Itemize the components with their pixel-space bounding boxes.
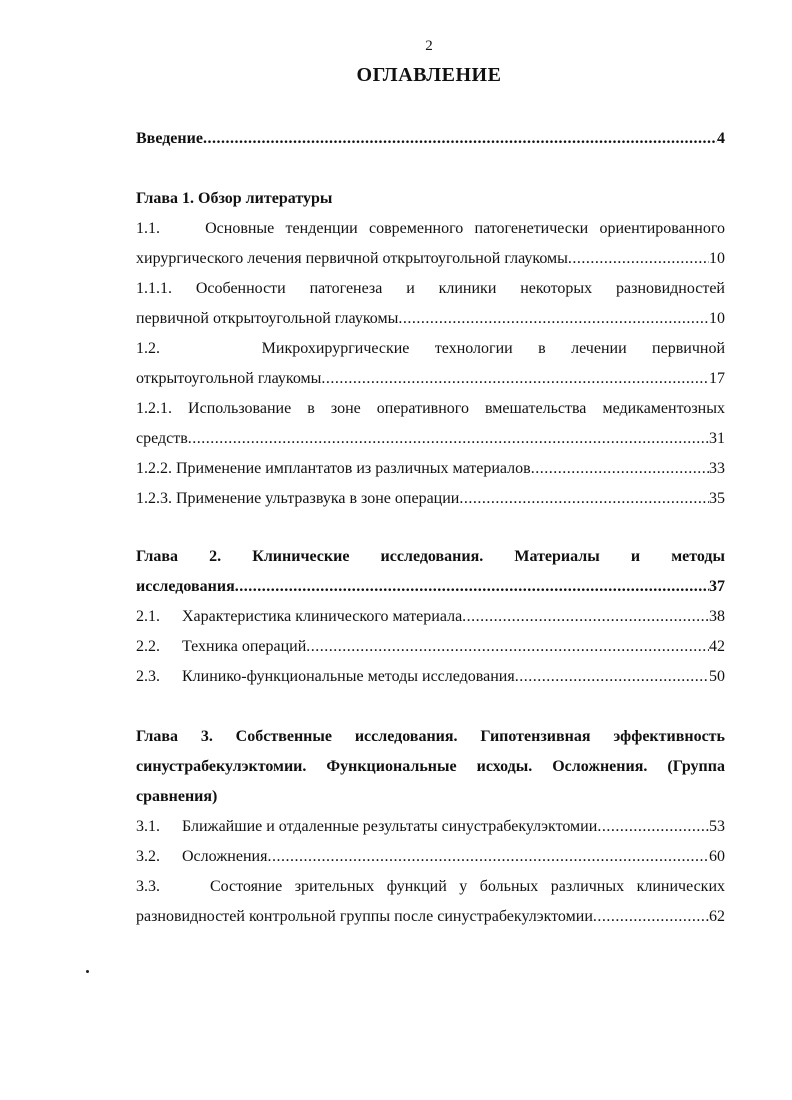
toc-entry-page: 31 <box>709 430 725 447</box>
toc-entry-1-1-cont: хирургического лечения первичной открытоугольной глаукомы ..... 10 <box>136 244 725 274</box>
section-number: 3.2. <box>136 848 160 865</box>
toc-entry-3-2: 3.2. Осложнения ..... 60 <box>136 842 725 872</box>
chapter-heading-cont: синустрабекулэктомии. Функциональные исходы. Осложнения. (Группа <box>136 758 725 775</box>
toc-entry-page: 33 <box>709 460 725 477</box>
toc-entry-1-2-1-cont: средств ..... 31 <box>136 424 725 454</box>
toc-entry-page: 60 <box>709 848 725 865</box>
toc-entry-1-2-2: 1.2.2. Применение имплантатов из различных материалов ..... 33 <box>136 454 725 484</box>
section-number: 2.3. <box>136 668 160 685</box>
toc-entry-page: 42 <box>709 638 725 655</box>
toc-entry-1-1-1: 1.1.1. Особенности патогенеза и клиники некоторых разновидностей <box>136 280 725 297</box>
section-number: 3.3. <box>136 878 160 895</box>
toc-entry-3-3-cont: разновидностей контрольной группы после синустрабекулэктомии ..... 62 <box>136 902 725 932</box>
toc-entry-page: 38 <box>709 608 725 625</box>
toc-entry-page: 50 <box>709 668 725 685</box>
chapter-heading-cont: исследования ..... 37 <box>136 572 725 602</box>
section-number: 3.1. <box>136 818 160 835</box>
toc-entry-1-2: 1.2. Микрохирургические технологии в лечении первичной <box>136 340 725 357</box>
toc-entry-page: 17 <box>709 370 725 387</box>
chapter-heading-cont: сравнения) <box>136 788 218 805</box>
toc-entry-page: 4 <box>717 130 725 147</box>
section-number: 1.1. <box>136 220 160 237</box>
chapter-heading: Глава 2. Клинические исследования. Материалы и методы <box>136 548 725 565</box>
toc-entry-1-2-1: 1.2.1. Использование в зоне оперативного вмешательства медикаментозных <box>136 400 725 417</box>
toc-entry-2-2: 2.2. Техника операций ..... 42 <box>136 632 725 662</box>
section-number: 1.2. <box>136 340 160 357</box>
toc-entry-page: 10 <box>709 250 725 267</box>
toc-entry-1-2-cont: открытоугольной глаукомы ..... 17 <box>136 364 725 394</box>
scan-speck <box>86 970 89 973</box>
toc-chapter-1 <box>136 184 725 514</box>
toc-entry-page: 62 <box>709 908 725 925</box>
toc-entry-2-3: 2.3. Клинико-функциональные методы исследования ..... 50 <box>136 662 725 692</box>
page-title: ОГЛАВЛЕНИЕ <box>356 64 502 86</box>
chapter-heading: Глава 1. Обзор литературы <box>136 190 333 207</box>
toc-entry-page: 35 <box>709 490 725 507</box>
toc-entry-2-1: 2.1. Характеристика клинического материала ..... 38 <box>136 602 725 632</box>
toc-entry-3-1: 3.1. Ближайшие и отдаленные результаты синустрабекулэктомии ..... 53 <box>136 812 725 842</box>
section-number: 2.1. <box>136 608 160 625</box>
toc-entry-label: Введение <box>136 130 203 147</box>
toc-entry-1-2-3: 1.2.3. Применение ультразвука в зоне операции ..... 35 <box>136 484 725 514</box>
toc-entry-page: 10 <box>709 310 725 327</box>
toc-intro <box>136 124 725 154</box>
toc-entry-page: 37 <box>709 578 725 595</box>
toc-entry-page: 53 <box>709 818 725 835</box>
page-number: 2 <box>425 38 433 54</box>
toc-chapter-3 <box>136 722 725 932</box>
toc-entry-1-1-1-cont: первичной открытоугольной глаукомы ..... 10 <box>136 304 725 334</box>
toc-entry-intro <box>136 124 725 154</box>
toc-entry-3-3: 3.3. Состояние зрительных функций у больных различных клинических <box>136 878 725 895</box>
toc-entry-1-1: 1.1. Основные тенденции современного патогенетически ориентированного <box>136 220 725 237</box>
chapter-heading: Глава 3. Собственные исследования. Гипотензивная эффективность <box>136 728 725 745</box>
toc-chapter-2 <box>136 542 725 692</box>
section-number: 2.2. <box>136 638 160 655</box>
